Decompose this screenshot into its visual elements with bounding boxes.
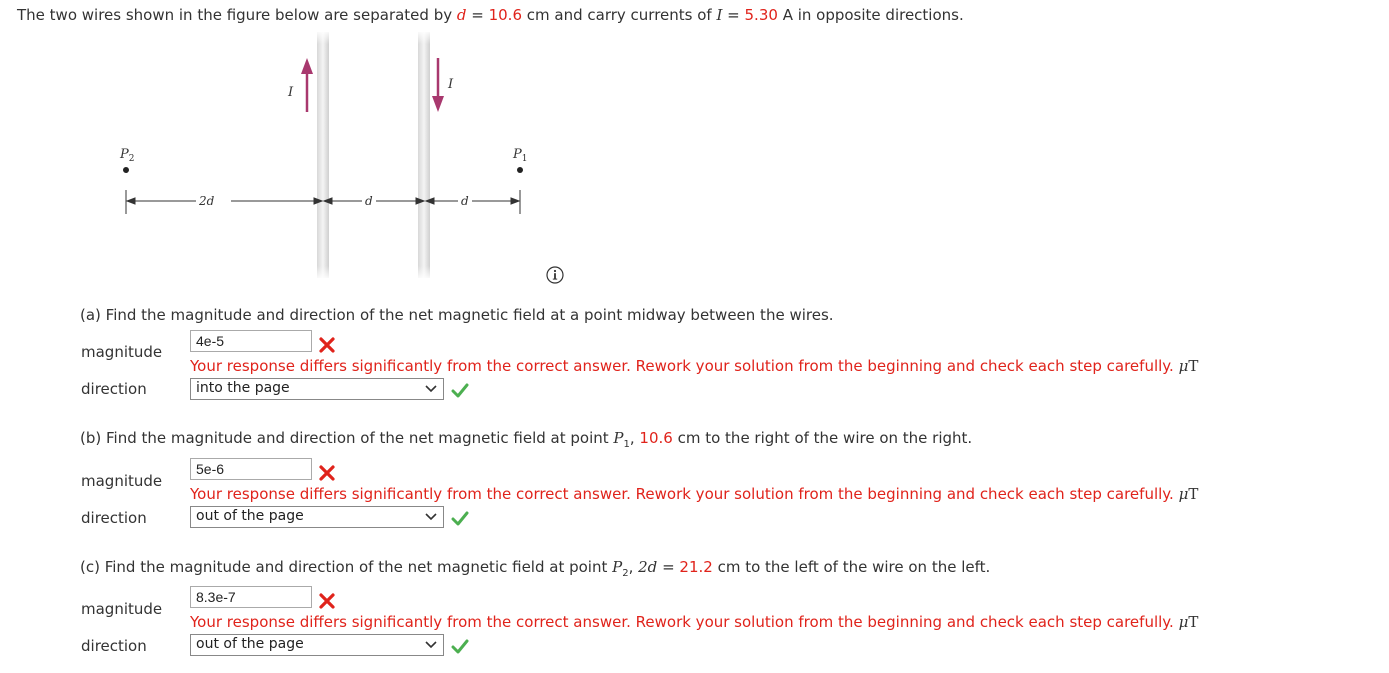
equals: = — [466, 6, 489, 24]
feedback-b — [190, 485, 1198, 503]
p1-dot — [517, 167, 523, 173]
direction-select-a[interactable] — [190, 378, 444, 400]
dim-2d: 2d — [199, 194, 215, 208]
feedback-a — [190, 357, 1198, 375]
direction-label-a: direction — [81, 380, 147, 398]
incorrect-icon — [318, 592, 336, 610]
magnitude-label-a: magnitude — [81, 343, 163, 361]
question-a: (a) Find the magnitude and direction of the net magnetic field at a point midway between the wires. — [80, 306, 834, 324]
direction-label-c: direction — [81, 637, 147, 655]
chevron-down-icon — [425, 512, 437, 522]
i-value: 5.30 — [744, 6, 778, 24]
d-value: 10.6 — [488, 6, 522, 24]
dim-d-2: d — [461, 194, 469, 208]
left-wire — [317, 32, 329, 278]
feedback-text: Your response differs significantly from the correct answer. Rework your solution from the beginning and check each step carefully. — [190, 357, 1174, 375]
magnitude-input-b[interactable] — [190, 458, 312, 480]
magnitude-label-b: magnitude — [81, 472, 163, 490]
unit-label: μT — [1178, 357, 1199, 375]
intro-text-2: cm and carry currents of — [522, 6, 717, 24]
direction-select-c[interactable] — [190, 634, 444, 656]
direction-selected: into the page — [196, 380, 290, 396]
direction-selected: out of the page — [196, 636, 304, 652]
correct-icon — [451, 510, 469, 526]
info-icon[interactable] — [546, 266, 564, 284]
feedback-text: Your response differs significantly from the correct answer. Rework your solution from the beginning and check each step carefully. — [190, 613, 1174, 631]
d-variable: d — [456, 6, 467, 24]
current-up-arrow — [301, 58, 313, 112]
incorrect-icon — [318, 464, 336, 482]
wires-figure — [100, 30, 560, 285]
magnitude-label-c: magnitude — [81, 600, 163, 618]
intro-text: The two wires shown in the figure below are separated by — [17, 6, 457, 24]
question-c: (c) Find the magnitude and direction of the net magnetic field at point $P_2$, 2d = 21.2 cm to the left of the wire on the left. — [80, 558, 991, 579]
correct-icon — [451, 382, 469, 398]
magnitude-input-a[interactable] — [190, 330, 312, 352]
p2-dot — [123, 167, 129, 173]
feedback-text: Your response differs significantly from the correct answer. Rework your solution from the beginning and check each step carefully. — [190, 485, 1174, 503]
current-down-arrow — [432, 58, 444, 112]
feedback-c — [190, 613, 1198, 631]
incorrect-icon — [318, 336, 336, 354]
magnitude-input-c[interactable] — [190, 586, 312, 608]
direction-label-b: direction — [81, 509, 147, 527]
current-label-left: I — [288, 85, 294, 100]
direction-select-b[interactable] — [190, 506, 444, 528]
right-wire — [418, 32, 430, 278]
equals-2: = — [722, 6, 745, 24]
i-variable: I — [716, 6, 723, 24]
unit-label: μT — [1178, 613, 1199, 631]
intro-text-3: A in opposite directions. — [777, 6, 964, 24]
chevron-down-icon — [425, 640, 437, 650]
chevron-down-icon — [425, 384, 437, 394]
dim-d-1: d — [365, 194, 373, 208]
p1-label: $P_1$ — [513, 147, 528, 164]
current-label-right: I — [448, 77, 454, 92]
unit-label: μT — [1178, 485, 1199, 503]
correct-icon — [451, 638, 469, 654]
p2-label: $P_2$ — [120, 147, 135, 164]
problem-statement — [17, 6, 964, 24]
direction-selected: out of the page — [196, 508, 304, 524]
question-b: (b) Find the magnitude and direction of the net magnetic field at point $P_1$, 10.6 cm to the right of the wire on the right. — [80, 429, 973, 450]
